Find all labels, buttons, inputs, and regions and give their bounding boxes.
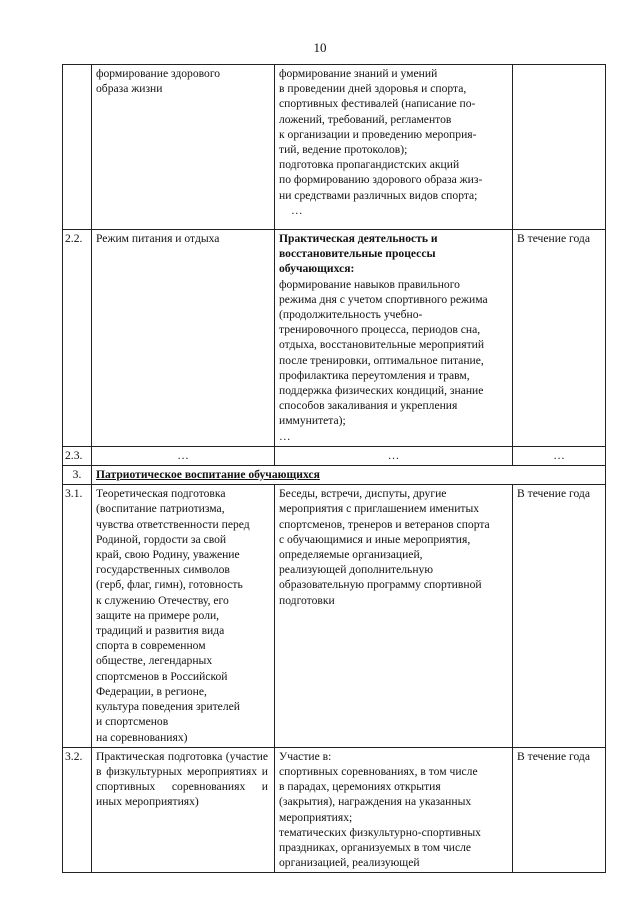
plan-table (62, 64, 606, 873)
event-period: В течение года (513, 747, 606, 873)
row-number: 3.2. (63, 747, 92, 873)
event-name: Теоретическая подготовка (воспитание патриотизма, чувства ответственности перед Родиной, гордости за свой край, свою Родину, уважение государственных символов (герб, флаг, гимн), готовность к служению Отечеству, его защите на примере роли, традиций и развития вида спорта в современном обществе, легендарных спортсменов в Российской Федерации, в регионе, культура поведения зрителей и спортсменов на соревнованиях) (92, 485, 275, 747)
event-name: Практическая подготовка (участие в физкультурных мероприятиях и спортивных соревнованиях и иных мероприятиях) (92, 747, 275, 873)
event-content: формирование знаний и умений в проведении дней здоровья и спорта, спортивных фестивалей (написание по- ложений, требований, регламентов к организации и проведению мероприя- тий, ведение протоколов); подготовка пропагандистских акций по формированию здорового образа жиз- ни средствами различных видов спорта; … (275, 65, 513, 230)
event-period: В течение года (513, 230, 606, 447)
table-row (63, 747, 606, 873)
row-number: 2.3. (63, 446, 92, 465)
event-content: Беседы, встречи, диспуты, другие мероприятия с приглашением именитых спортсменов, тренеров и ветеранов спорта с обучающимися и иные мероприятия, определяемые организацией, реализующей дополнительную образовательную программу спортивной подготовки (275, 485, 513, 747)
row-number: 2.2. (63, 230, 92, 447)
table-row (63, 65, 606, 230)
event-content: Практическая деятельность и восстановительные процессы обучающихся: формирование навыков правильного режима дня с учетом спортивного режима (продолжительность учебно- тренировочного процесса, периодов сна, отдыха, восстановительные мероприятий после тренировки, оптимальное питание, профилактика переутомления и травм, поддержка физических кондиций, знание способов закаливания и укрепления иммунитета); … (275, 230, 513, 447)
table-row (63, 485, 606, 747)
section-title: Патриотическое воспитание обучающихся (92, 466, 606, 485)
table-row (63, 230, 606, 447)
row-number (63, 65, 92, 230)
event-name: формирование здорового образа жизни (92, 65, 275, 230)
row-number: 3.1. (63, 485, 92, 747)
event-content: Участие в: спортивных соревнованиях, в том числе в парадах, церемониях открытия (закрытия), награждения на указанных мероприятиях; тематических физкультурно-спортивных праздниках, организуемых в том числе организацией, реализующей (275, 747, 513, 873)
event-period (513, 65, 606, 230)
event-content: … (275, 446, 513, 465)
section-header-row (63, 466, 606, 485)
event-name: … (92, 446, 275, 465)
table-row (63, 446, 606, 465)
event-name: Режим питания и отдыха (92, 230, 275, 447)
page-number: 10 (313, 40, 327, 55)
event-period: … (513, 446, 606, 465)
event-period: В течение года (513, 485, 606, 747)
section-number: 3. (63, 466, 92, 485)
